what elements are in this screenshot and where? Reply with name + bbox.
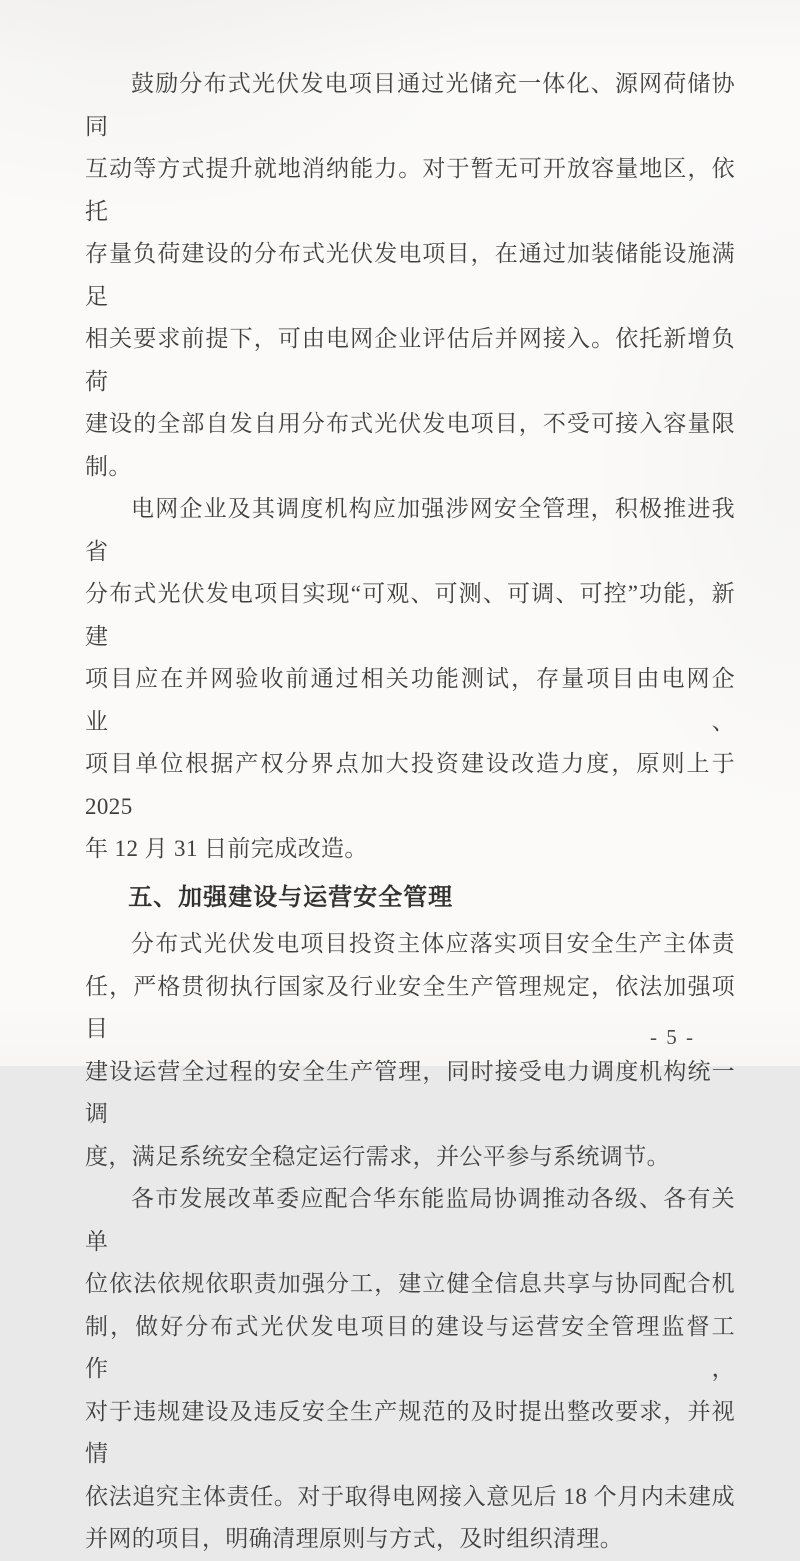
text-line: 分布式光伏发电项目实现“可观、可测、可调、可控”功能，新建	[85, 581, 735, 649]
paragraph-3	[85, 923, 735, 1178]
text-line: 建设运营全过程的安全生产管理，同时接受电力调度机构统一调	[85, 1058, 735, 1126]
text-line: 位依法依规依职责加强分工，建立健全信息共享与协同配合机	[85, 1271, 735, 1296]
text-line: 任，严格贯彻执行国家及行业安全生产管理规定，依法加强项目	[85, 973, 735, 1041]
text-line: 各市发展改革委应配合华东能监局协调推动各级、各有关单	[85, 1186, 735, 1254]
text-line: 存量负荷建设的分布式光伏发电项目，在通过加装储能设施满足	[85, 241, 735, 309]
text-line: 电网企业及其调度机构应加强涉网安全管理，积极推进我省	[85, 496, 735, 564]
paragraph-1	[85, 63, 735, 488]
text-line: 制。	[85, 453, 132, 479]
section-heading-5: 五、加强建设与运营安全管理	[128, 883, 454, 911]
paragraph-4	[85, 1178, 735, 1561]
text-line: 并网的项目，明确清理原则与方式，及时组织清理。	[85, 1526, 624, 1551]
page-number: - 5 -	[650, 1025, 695, 1049]
text-line: 互动等方式提升就地消纳能力。对于暂无可开放容量地区，依托	[85, 156, 735, 224]
text-line: 依法追究主体责任。对于取得电网接入意见后 18 个月内未建成	[85, 1483, 735, 1509]
text-line: 鼓励分布式光伏发电项目通过光储充一体化、源网荷储协同	[85, 71, 735, 139]
document-body	[85, 0, 735, 1561]
text-line: 建设的全部自发自用分布式光伏发电项目，不受可接入容量限	[85, 411, 735, 436]
text-line: 项目单位根据产权分界点加大投资建设改造力度，原则上于 2025	[85, 751, 735, 819]
text-line: 项目应在并网验收前通过相关功能测试，存量项目由电网企业、	[85, 666, 735, 734]
text-line: 度，满足系统安全稳定运行需求，并公平参与系统调节。	[85, 1143, 670, 1169]
text-line: 相关要求前提下，可由电网企业评估后并网接入。依托新增负荷	[85, 326, 735, 394]
text-line: 制，做好分布式光伏发电项目的建设与运营安全管理监督工作，	[85, 1313, 735, 1381]
paragraph-2	[85, 488, 735, 871]
text-line: 对于违规建设及违反安全生产规范的及时提出整改要求，并视情	[85, 1398, 735, 1466]
text-line: 年 12 月 31 日前完成改造。	[85, 836, 368, 861]
text-line: 分布式光伏发电项目投资主体应落实项目安全生产主体责	[131, 931, 735, 956]
